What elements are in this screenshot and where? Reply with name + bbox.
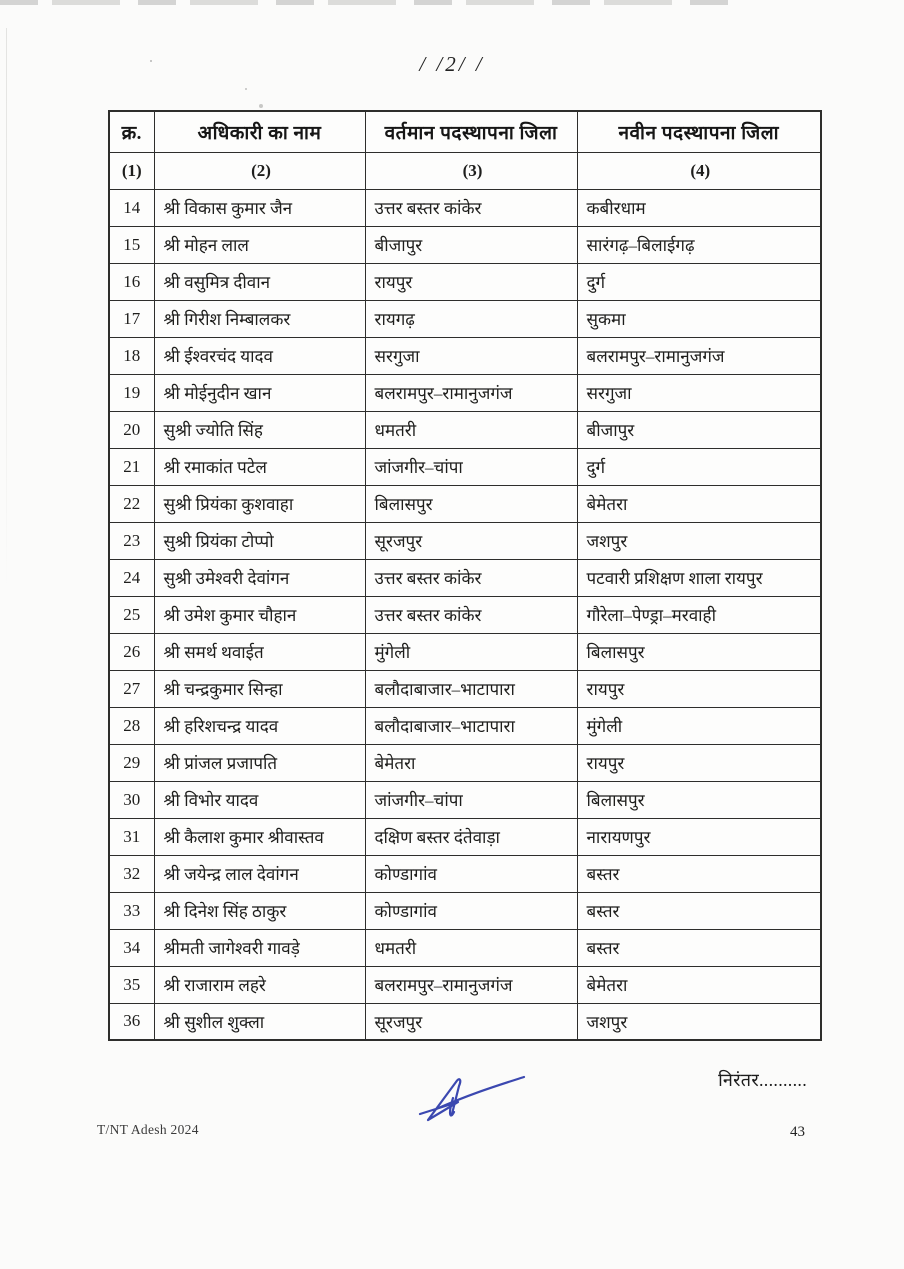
table-row xyxy=(109,892,821,929)
officer-name-cell: श्री चन्द्रकुमार सिन्हा xyxy=(154,670,365,707)
table-row xyxy=(109,448,821,485)
current-district-cell: जांजगीर–चांपा xyxy=(365,448,577,485)
serial-cell: 33 xyxy=(109,892,154,929)
new-district-cell: सारंगढ़–बिलाईगढ़ xyxy=(577,226,821,263)
table-row xyxy=(109,189,821,226)
table-row xyxy=(109,1003,821,1040)
table-row xyxy=(109,337,821,374)
new-district-cell: सरगुजा xyxy=(577,374,821,411)
table-row xyxy=(109,744,821,781)
table-row xyxy=(109,522,821,559)
new-district-cell: बस्तर xyxy=(577,929,821,966)
subheader-3: (3) xyxy=(365,152,577,189)
new-district-cell: बस्तर xyxy=(577,892,821,929)
serial-cell: 34 xyxy=(109,929,154,966)
new-district-cell: बेमेतरा xyxy=(577,485,821,522)
page-number: 43 xyxy=(790,1124,805,1140)
serial-cell: 24 xyxy=(109,559,154,596)
table-row xyxy=(109,929,821,966)
table-row xyxy=(109,263,821,300)
table-row xyxy=(109,300,821,337)
table-row xyxy=(109,559,821,596)
officer-name-cell: श्री ईश्वरचंद यादव xyxy=(154,337,365,374)
serial-cell: 27 xyxy=(109,670,154,707)
current-district-cell: धमतरी xyxy=(365,411,577,448)
new-district-cell: पटवारी प्रशिक्षण शाला रायपुर xyxy=(577,559,821,596)
current-district-cell: बलरामपुर–रामानुजगंज xyxy=(365,374,577,411)
current-district-cell: बलौदाबाजार–भाटापारा xyxy=(365,707,577,744)
officer-name-cell: श्री वसुमित्र दीवान xyxy=(154,263,365,300)
new-district-cell: कबीरधाम xyxy=(577,189,821,226)
serial-cell: 21 xyxy=(109,448,154,485)
current-district-cell: उत्तर बस्तर कांकेर xyxy=(365,559,577,596)
new-district-cell: बस्तर xyxy=(577,855,821,892)
new-district-cell: जशपुर xyxy=(577,1003,821,1040)
serial-cell: 29 xyxy=(109,744,154,781)
scan-artifact-top-band xyxy=(0,0,732,5)
officer-name-cell: श्री विकास कुमार जैन xyxy=(154,189,365,226)
header-new-district: नवीन पदस्थापना जिला xyxy=(577,111,821,152)
new-district-cell: बिलासपुर xyxy=(577,781,821,818)
officer-name-cell: सुश्री उमेश्वरी देवांगन xyxy=(154,559,365,596)
serial-cell: 18 xyxy=(109,337,154,374)
new-district-cell: बीजापुर xyxy=(577,411,821,448)
new-district-cell: नारायणपुर xyxy=(577,818,821,855)
officer-name-cell: श्री मोहन लाल xyxy=(154,226,365,263)
serial-cell: 23 xyxy=(109,522,154,559)
table-row xyxy=(109,966,821,1003)
serial-cell: 32 xyxy=(109,855,154,892)
current-district-cell: बलरामपुर–रामानुजगंज xyxy=(365,966,577,1003)
current-district-cell: रायपुर xyxy=(365,263,577,300)
officer-name-cell: श्री राजाराम लहरे xyxy=(154,966,365,1003)
current-district-cell: जांजगीर–चांपा xyxy=(365,781,577,818)
serial-cell: 20 xyxy=(109,411,154,448)
serial-cell: 22 xyxy=(109,485,154,522)
officer-name-cell: श्री जयेन्द्र लाल देवांगन xyxy=(154,855,365,892)
serial-cell: 17 xyxy=(109,300,154,337)
current-district-cell: धमतरी xyxy=(365,929,577,966)
table-row xyxy=(109,781,821,818)
subheader-4: (4) xyxy=(577,152,821,189)
officer-transfer-table xyxy=(108,110,822,1041)
officer-name-cell: श्री गिरीश निम्बालकर xyxy=(154,300,365,337)
footer-reference: T/NT Adesh 2024 xyxy=(97,1122,199,1137)
officer-name-cell: श्री प्रांजल प्रजापति xyxy=(154,744,365,781)
officer-name-cell: श्री विभोर यादव xyxy=(154,781,365,818)
subheader-1: (1) xyxy=(109,152,154,189)
table-row xyxy=(109,226,821,263)
current-district-cell: बेमेतरा xyxy=(365,744,577,781)
page-marker: / /2/ / xyxy=(419,52,485,76)
officer-name-cell: श्री रमाकांत पटेल xyxy=(154,448,365,485)
serial-cell: 36 xyxy=(109,1003,154,1040)
current-district-cell: सूरजपुर xyxy=(365,522,577,559)
officer-name-cell: सुश्री प्रियंका कुशवाहा xyxy=(154,485,365,522)
current-district-cell: रायगढ़ xyxy=(365,300,577,337)
officer-name-cell: श्री उमेश कुमार चौहान xyxy=(154,596,365,633)
new-district-cell: गौरेला–पेण्ड्रा–मरवाही xyxy=(577,596,821,633)
subheader-2: (2) xyxy=(154,152,365,189)
header-serial: क्र. xyxy=(109,111,154,152)
current-district-cell: उत्तर बस्तर कांकेर xyxy=(365,189,577,226)
new-district-cell: रायपुर xyxy=(577,670,821,707)
current-district-cell: बिलासपुर xyxy=(365,485,577,522)
continuation-note: निरंतर.......... xyxy=(718,1070,807,1090)
table-header-row xyxy=(109,111,821,152)
new-district-cell: सुकमा xyxy=(577,300,821,337)
header-officer-name: अधिकारी का नाम xyxy=(154,111,365,152)
new-district-cell: बिलासपुर xyxy=(577,633,821,670)
officer-name-cell: श्री दिनेश सिंह ठाकुर xyxy=(154,892,365,929)
table-row xyxy=(109,485,821,522)
officer-name-cell: श्री हरिशचन्द्र यादव xyxy=(154,707,365,744)
current-district-cell: दक्षिण बस्तर दंतेवाड़ा xyxy=(365,818,577,855)
new-district-cell: रायपुर xyxy=(577,744,821,781)
current-district-cell: मुंगेली xyxy=(365,633,577,670)
officer-name-cell: सुश्री ज्योति सिंह xyxy=(154,411,365,448)
serial-cell: 35 xyxy=(109,966,154,1003)
serial-cell: 19 xyxy=(109,374,154,411)
current-district-cell: कोण्डागांव xyxy=(365,855,577,892)
current-district-cell: बीजापुर xyxy=(365,226,577,263)
current-district-cell: सरगुजा xyxy=(365,337,577,374)
header-current-district: वर्तमान पदस्थापना जिला xyxy=(365,111,577,152)
serial-cell: 14 xyxy=(109,189,154,226)
current-district-cell: बलौदाबाजार–भाटापारा xyxy=(365,670,577,707)
table-row xyxy=(109,411,821,448)
new-district-cell: मुंगेली xyxy=(577,707,821,744)
new-district-cell: जशपुर xyxy=(577,522,821,559)
table-row xyxy=(109,670,821,707)
serial-cell: 15 xyxy=(109,226,154,263)
officer-name-cell: श्री कैलाश कुमार श्रीवास्तव xyxy=(154,818,365,855)
new-district-cell: बेमेतरा xyxy=(577,966,821,1003)
table-row xyxy=(109,818,821,855)
scan-artifact-left-line xyxy=(6,28,7,588)
serial-cell: 28 xyxy=(109,707,154,744)
serial-cell: 16 xyxy=(109,263,154,300)
officer-name-cell: श्रीमती जागेश्वरी गावड़े xyxy=(154,929,365,966)
serial-cell: 30 xyxy=(109,781,154,818)
table-row xyxy=(109,707,821,744)
officer-name-cell: श्री सुशील शुक्ला xyxy=(154,1003,365,1040)
current-district-cell: कोण्डागांव xyxy=(365,892,577,929)
serial-cell: 31 xyxy=(109,818,154,855)
new-district-cell: दुर्ग xyxy=(577,263,821,300)
new-district-cell: दुर्ग xyxy=(577,448,821,485)
new-district-cell: बलरामपुर–रामानुजगंज xyxy=(577,337,821,374)
officer-name-cell: सुश्री प्रियंका टोप्पो xyxy=(154,522,365,559)
current-district-cell: उत्तर बस्तर कांकेर xyxy=(365,596,577,633)
officer-name-cell: श्री समर्थ थवाईत xyxy=(154,633,365,670)
table-row xyxy=(109,855,821,892)
table-row xyxy=(109,596,821,633)
table-subheader-row xyxy=(109,152,821,189)
table-row xyxy=(109,374,821,411)
signature-ink xyxy=(412,1068,532,1130)
officer-table-body xyxy=(109,189,821,1040)
current-district-cell: सूरजपुर xyxy=(365,1003,577,1040)
serial-cell: 25 xyxy=(109,596,154,633)
officer-name-cell: श्री मोईनुदीन खान xyxy=(154,374,365,411)
table-row xyxy=(109,633,821,670)
serial-cell: 26 xyxy=(109,633,154,670)
